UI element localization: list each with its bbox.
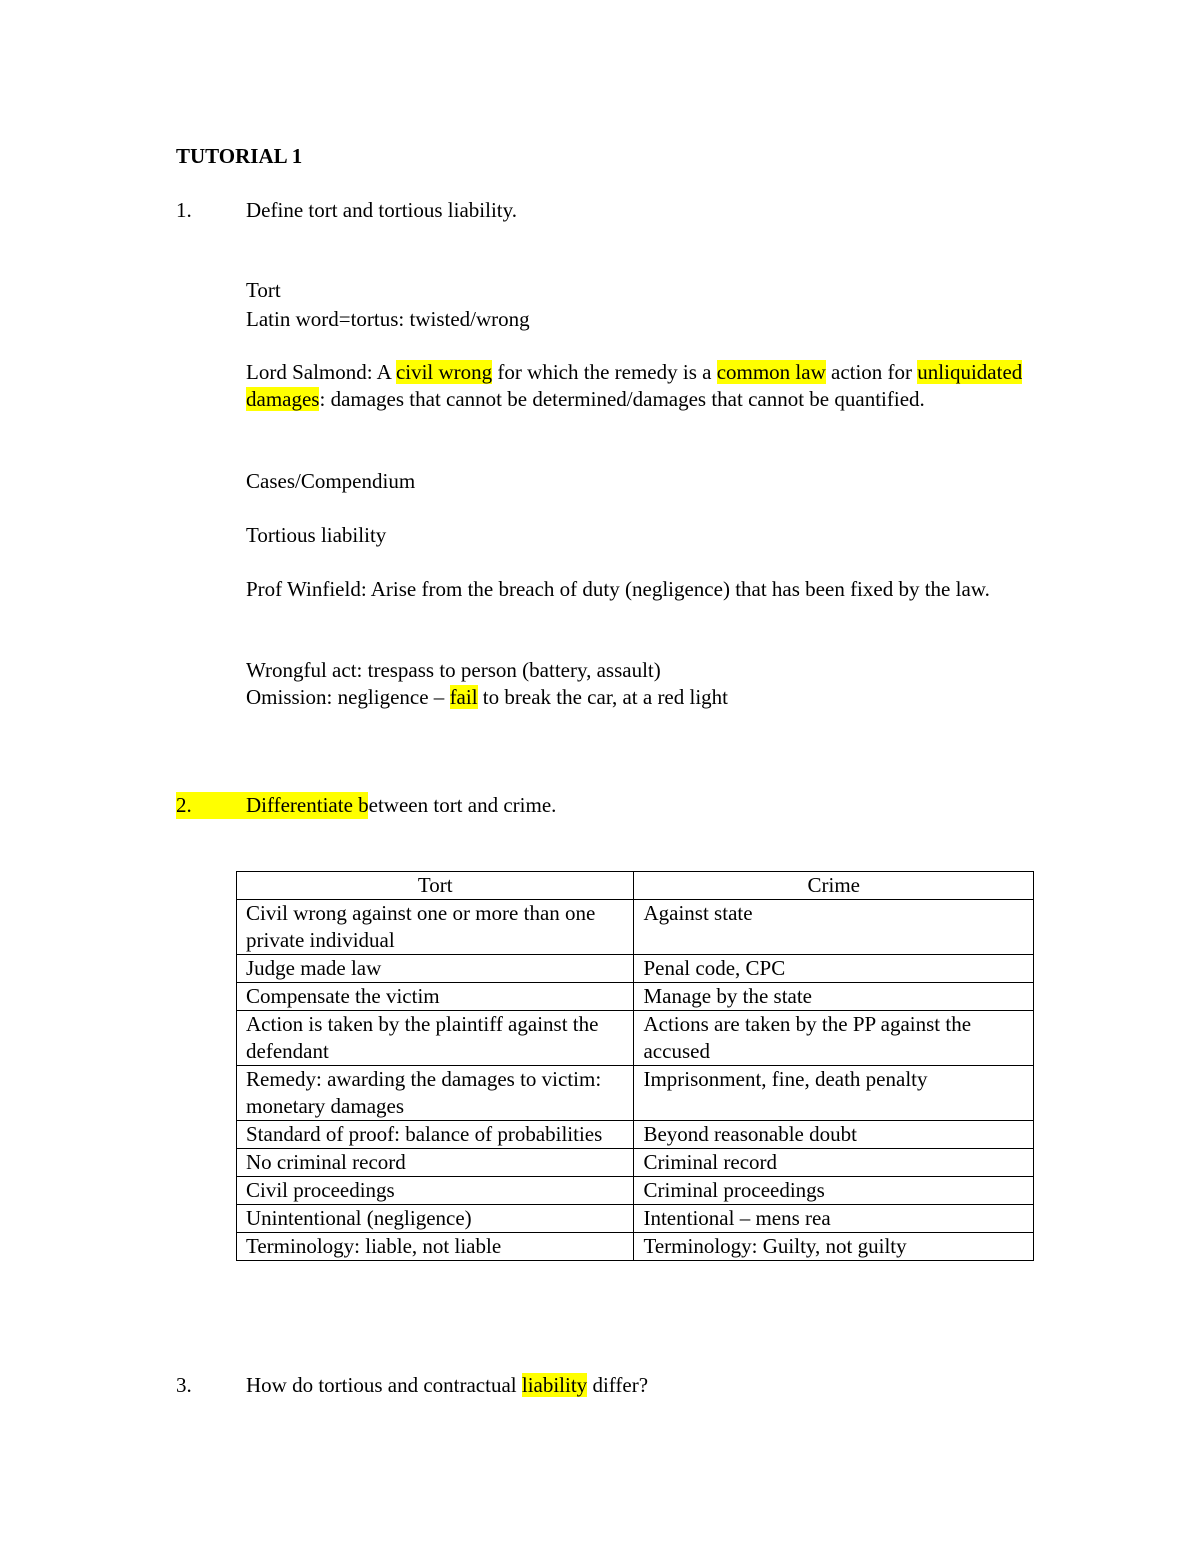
- document-title: TUTORIAL 1: [176, 144, 303, 168]
- table-row: [237, 1149, 1034, 1177]
- table-cell-tort: Judge made law: [237, 955, 634, 983]
- table-row: [237, 900, 1034, 955]
- table-cell-tort: Civil wrong against one or more than one private individual: [237, 900, 634, 955]
- highlight-unliquidated-damages: unliquidated damages: [246, 360, 1023, 411]
- table-cell-tort: Terminology: liable, not liable: [237, 1233, 634, 1261]
- omission-suffix: to break the car, at a red light: [477, 685, 729, 709]
- question-1-text: Define tort and tortious liability.: [246, 198, 518, 222]
- highlight-civil-wrong: civil wrong: [395, 360, 493, 384]
- table-row: [237, 983, 1034, 1011]
- table-row: [237, 1177, 1034, 1205]
- table-row: [237, 1233, 1034, 1261]
- table-cell-crime: Intentional – mens rea: [634, 1205, 1034, 1233]
- table-row: [237, 1066, 1034, 1121]
- table-cell-tort: Action is taken by the plaintiff against the defendant: [237, 1011, 634, 1066]
- question-2-rest: between tort and crime.: [352, 793, 557, 817]
- cases-compendium: Cases/Compendium: [246, 469, 416, 493]
- salmond-mid-2: action for: [825, 360, 918, 384]
- table-row: [237, 1011, 1034, 1066]
- highlight-fail: fail: [449, 685, 478, 709]
- table-row: [237, 1205, 1034, 1233]
- salmond-prefix: Lord Salmond: A: [246, 360, 396, 384]
- question-2-number: 2.: [176, 793, 192, 817]
- table-cell-crime: Criminal record: [634, 1149, 1034, 1177]
- table-cell-crime: Criminal proceedings: [634, 1177, 1034, 1205]
- wrongful-act: Wrongful act: trespass to person (battery, assault): [246, 658, 661, 682]
- table-cell-tort: Remedy: awarding the damages to victim: monetary damages: [237, 1066, 634, 1121]
- highlight-differentiate: Differentiate: [246, 793, 353, 817]
- table-cell-crime: Beyond reasonable doubt: [634, 1121, 1034, 1149]
- table-cell-tort: Standard of proof: balance of probabilities: [237, 1121, 634, 1149]
- table-row: [237, 1121, 1034, 1149]
- highlight-liability: liability: [521, 1373, 588, 1397]
- table-header-tort: Tort: [237, 872, 634, 900]
- table-cell-tort: Civil proceedings: [237, 1177, 634, 1205]
- question-3-text: [246, 1372, 648, 1399]
- question-3-number: 3.: [176, 1373, 192, 1397]
- tort-heading: Tort: [246, 278, 281, 302]
- tort-vs-crime-table: [236, 871, 1034, 1261]
- table-cell-crime: Imprisonment, fine, death penalty: [634, 1066, 1034, 1121]
- table-cell-tort: Compensate the victim: [237, 983, 634, 1011]
- salmond-definition: [246, 359, 1026, 413]
- omission: [246, 684, 728, 711]
- omission-prefix: Omission: negligence –: [246, 685, 450, 709]
- question-2-text: [246, 792, 556, 819]
- table-header-row: [237, 872, 1034, 900]
- winfield-definition: Prof Winfield: Arise from the breach of duty (negligence) that has been fixed by the law.: [246, 577, 990, 601]
- table-cell-tort: No criminal record: [237, 1149, 634, 1177]
- question-3-prefix: How do tortious and contractual: [246, 1373, 522, 1397]
- latin-definition: Latin word=tortus: twisted/wrong: [246, 307, 530, 331]
- table-cell-crime: Terminology: Guilty, not guilty: [634, 1233, 1034, 1261]
- salmond-mid-1: for which the remedy is a: [492, 360, 717, 384]
- table-cell-crime: Actions are taken by the PP against the accused: [634, 1011, 1034, 1066]
- table-cell-crime: Manage by the state: [634, 983, 1034, 1011]
- question-3-suffix: differ?: [587, 1373, 649, 1397]
- table-header-crime: Crime: [634, 872, 1034, 900]
- table-cell-tort: Unintentional (negligence): [237, 1205, 634, 1233]
- highlight-common-law: common law: [716, 360, 826, 384]
- table-cell-crime: Penal code, CPC: [634, 955, 1034, 983]
- tortious-liability-heading: Tortious liability: [246, 523, 387, 547]
- salmond-suffix: : damages that cannot be determined/damages that cannot be quantified.: [319, 387, 925, 411]
- question-1-number: 1.: [176, 198, 192, 222]
- table-row: [237, 955, 1034, 983]
- table-cell-crime: Against state: [634, 900, 1034, 955]
